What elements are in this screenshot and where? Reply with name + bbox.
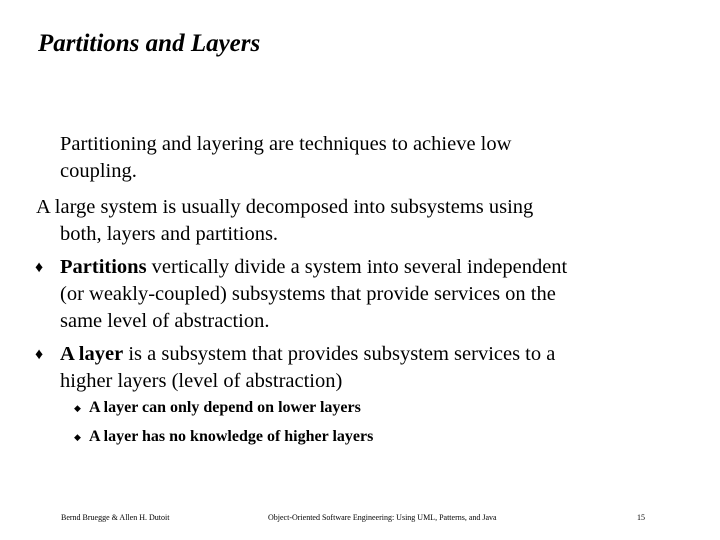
sub-item-1: A layer can only depend on lower layers [89,399,361,416]
layer-line-1 [60,341,555,367]
partitions-line-1 [60,254,567,280]
diamond-bullet-icon: ♦ [35,259,44,276]
layer-line-2: higher layers (level of abstraction) [60,370,343,392]
intro-line-1: Partitioning and layering are techniques to achieve low [60,133,512,155]
footer-authors: Bernd Bruegge & Allen H. Dutoit [61,513,170,522]
layer-line-1-text: is a subsystem that provides subsystem services to a [123,343,556,365]
footer-page-number: 15 [637,513,645,522]
partitions-term: Partitions [60,256,147,278]
partitions-line-3: same level of abstraction. [60,310,270,332]
partitions-line-1-text: vertically divide a system into several independent [146,256,568,278]
diamond-bullet-icon: ♦ [35,346,44,363]
sub-item-2: A layer has no knowledge of higher layers [89,428,374,445]
large-system-line-2: both, layers and partitions. [60,223,279,245]
footer-book-title: Object-Oriented Software Engineering: Using UML, Patterns, and Java [268,513,497,522]
slide-title: Partitions and Layers [38,30,261,57]
large-system-line-1: A large system is usually decomposed into subsystems using [36,196,534,218]
small-diamond-icon: ◆ [74,403,81,413]
layer-term: A layer [60,343,124,365]
intro-line-2: coupling. [60,160,137,182]
partitions-line-2: (or weakly-coupled) subsystems that provide services on the [60,283,556,305]
small-diamond-icon: ◆ [74,432,81,442]
